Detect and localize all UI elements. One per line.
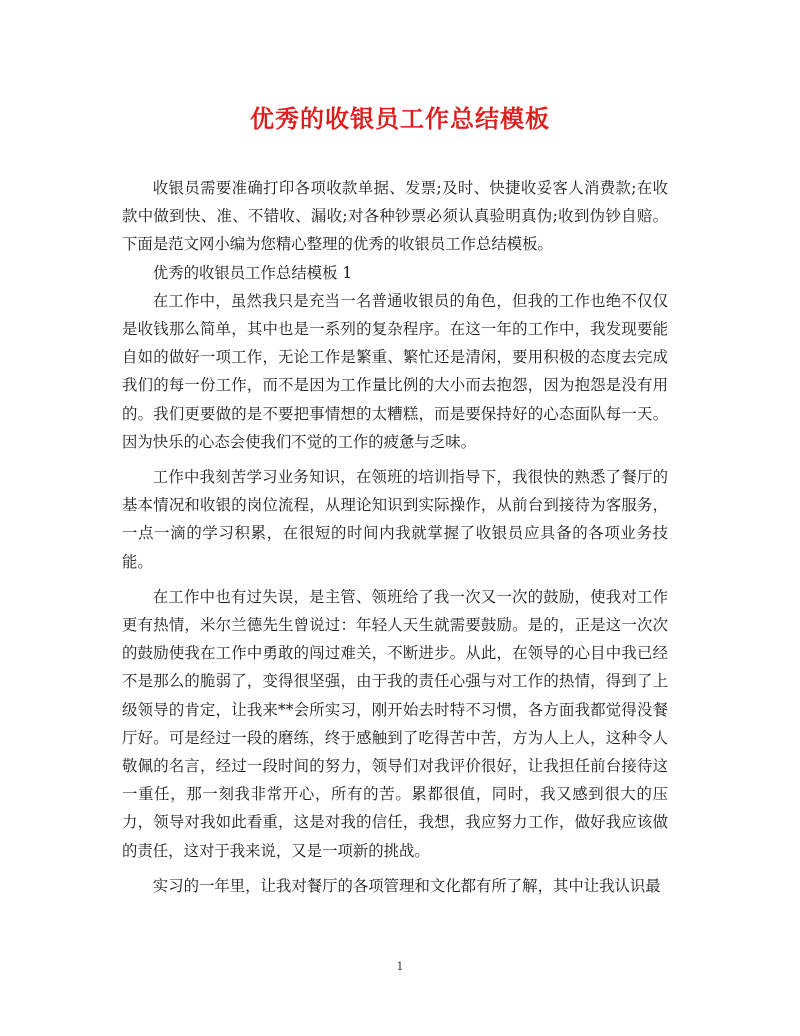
body-paragraph: 在工作中，虽然我只是充当一名普通收银员的角色，但我的工作也绝不仅仅是收钱那么简单，其中也是一系列的复杂程序。在这一年的工作中，我发现要能自如的做好一项工作，无论工作是繁重、繁忙还是清闲，要用积极的态度去完成我们的每一份工作，而不是因为工作量比例的大小而去抱怨，因为抱怨是没有用的。我们更要做的是不要把事情想的太糟糕，而是要保持好的心态面队每一天。因为快乐的心态会使我们不觉的工作的疲惫与乏味。 (122, 291, 668, 451)
document-body (122, 174, 668, 900)
section-heading: 优秀的收银员工作总结模板 1 (152, 263, 353, 282)
body-paragraph: 工作中我刻苦学习业务知识，在领班的培训指导下，我很快的熟悉了餐厅的基本情况和收银的岗位流程，从理论知识到实际操作，从前台到接待为客服务，一点一滴的学习积累，在很短的时间内我就掌握了收银员应具备的各项业务技能。 (122, 468, 668, 571)
body-paragraph: 实习的一年里，让我对餐厅的各项管理和文化都有所了解，其中让我认识最 (152, 876, 661, 895)
page-number: 1 (396, 960, 404, 973)
body-paragraph: 在工作中也有过失误，是主管、领班给了我一次又一次的鼓励，使我对工作更有热情，米尔兰德先生曾说过：年轻人天生就需要鼓励。是的，正是这一次次的鼓励使我在工作中勇敢的闯过难关，不断进步。从此，在领导的心目中我已经不是那么的脆弱了，变得很坚强，由于我的责任心强与对工作的热情，得到了上级领导的肯定，让我来**会所实习，刚开始去时特不习惯，各方面我都觉得没餐厅好。可是经过一段的磨练，终于感触到了吃得苦中苦，方为人上人，这种令人敬佩的名言，经过一段时间的努力，领导们对我评价很好，让我担任前台接待这一重任，那一刻我非常开心，所有的苦。累都很值，同时，我又感到很大的压力，领导对我如此看重，这是对我的信任，我想，我应努力工作，做好我应该做的责任，这对于我来说，又是一项新的挑战。 (122, 587, 668, 860)
intro-paragraph: 收银员需要准确打印各项收款单据、发票;及时、快捷收妥客人消费款;在收款中做到快、准、不错收、漏收;对各种钞票必须认真验明真伪;收到伪钞自赔。下面是范文网小编为您精心整理的优秀的收银员工作总结模板。 (122, 179, 668, 254)
document-title: 优秀的收银员工作总结模板 (250, 104, 550, 133)
